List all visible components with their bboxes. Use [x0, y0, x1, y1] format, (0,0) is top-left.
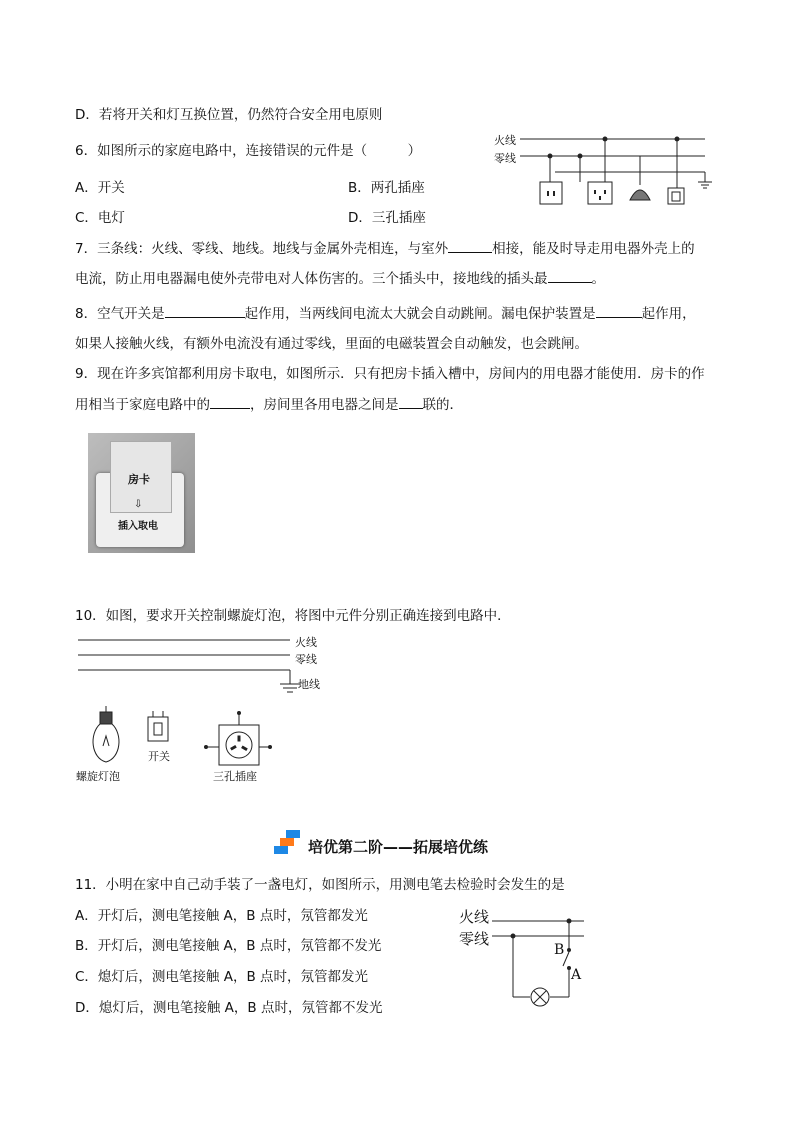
q6-two-hole-socket: [540, 182, 562, 204]
q10-stem: 10．如图，要求开关控制螺旋灯泡，将图中元件分别正确连接到电路中．: [75, 608, 511, 624]
three-hole-socket-icon: [204, 711, 274, 771]
q9-blank-1[interactable]: [210, 394, 250, 409]
q10-bulb-label: 螺旋灯泡: [76, 770, 120, 783]
q6-three-hole-socket: [588, 182, 612, 204]
q10-socket-label: 三孔插座: [213, 770, 257, 783]
arrow-down-icon: ⇩: [134, 499, 143, 510]
q8-blank-1[interactable]: [165, 303, 245, 318]
q11-option-b: B．开灯后，测电笔接触 A，B 点时，氖管都不发光: [75, 938, 382, 954]
card-slot-label: 插入取电: [118, 521, 158, 532]
q11-option-c: C．熄灯后，测电笔接触 A，B 点时，氖管都发光: [75, 969, 369, 985]
q5-option-d: D．若将开关和灯互换位置，仍然符合安全用电原则: [75, 107, 383, 123]
q8-line1: 8．空气开关是 起作用，当两线间电流太大就会自动跳闸。漏电保护装置是 起作用，: [75, 302, 696, 322]
q11-fig-live-label: 火线: [459, 908, 490, 926]
q11-point-b-label: B: [554, 942, 565, 958]
q6-fig-live-label: 火线: [494, 134, 516, 147]
room-card-label: 房卡: [128, 473, 150, 486]
q8-line2: 如果人接触火线，有额外电流没有通过零线，里面的电磁装置会自动触发，也会跳闸。: [75, 336, 588, 352]
q10-ground-label: 地线: [298, 678, 320, 691]
q6-circuit-figure: [520, 130, 750, 210]
q10-live-label: 火线: [295, 636, 317, 649]
q6-fig-neutral-label: 零线: [494, 152, 516, 165]
q6-option-c: C．电灯: [75, 210, 125, 226]
q10-neutral-label: 零线: [295, 653, 317, 666]
q6-option-a: A．开关: [75, 180, 125, 196]
q11-stem: 11．小明在家中自己动手装了一盏电灯，如图所示，用测电笔去检验时会发生的是: [75, 877, 565, 893]
q6-switch: [668, 188, 684, 204]
q7-blank-1[interactable]: [448, 238, 492, 253]
q11-fig-neutral-label: 零线: [459, 930, 490, 948]
q11-point-a-label: A: [571, 967, 582, 983]
q9-line2: 用相当于家庭电路中的 ，房间里各用电器之间是 联的．: [75, 393, 463, 413]
q11-circuit-figure: [492, 912, 592, 1012]
q10-wires-figure: [78, 634, 308, 694]
q6-lamp: [630, 190, 650, 200]
screw-bulb-icon: [91, 706, 121, 768]
q7-line1: 7．三条线：火线、零线、地线。地线与金属外壳相连，与室外 相接，能及时导走用电器外壳上的: [75, 237, 695, 257]
q6-stem: 6．如图所示的家庭电路中，连接错误的元件是（ ）: [75, 143, 422, 159]
q8-blank-2[interactable]: [596, 303, 642, 318]
q7-blank-2[interactable]: [548, 268, 592, 283]
switch-icon: [146, 711, 170, 745]
q6-option-b: B．两孔插座: [348, 180, 425, 196]
q7-line2: 电流，防止用电器漏电使外壳带电对人体伤害的。三个插头中，接地线的插头最 。: [75, 267, 605, 287]
q9-line1: 9．现在许多宾馆都利用房卡取电，如图所示．只有把房卡插入槽中，房间内的用电器才能使用．房卡的作: [75, 366, 705, 382]
q9-blank-2[interactable]: [399, 394, 423, 409]
q11-option-d: D．熄灯后，测电笔接触 A，B 点时，氖管都不发光: [75, 1000, 383, 1016]
section-logo-icon: [274, 830, 300, 854]
q6-option-d: D．三孔插座: [348, 210, 426, 226]
section-title: 培优第二阶——拓展培优练: [308, 838, 489, 856]
q11-option-a: A．开灯后，测电笔接触 A，B 点时，氖管都发光: [75, 908, 368, 924]
q10-switch-label: 开关: [148, 750, 170, 763]
q9-room-card-photo: [88, 433, 195, 553]
